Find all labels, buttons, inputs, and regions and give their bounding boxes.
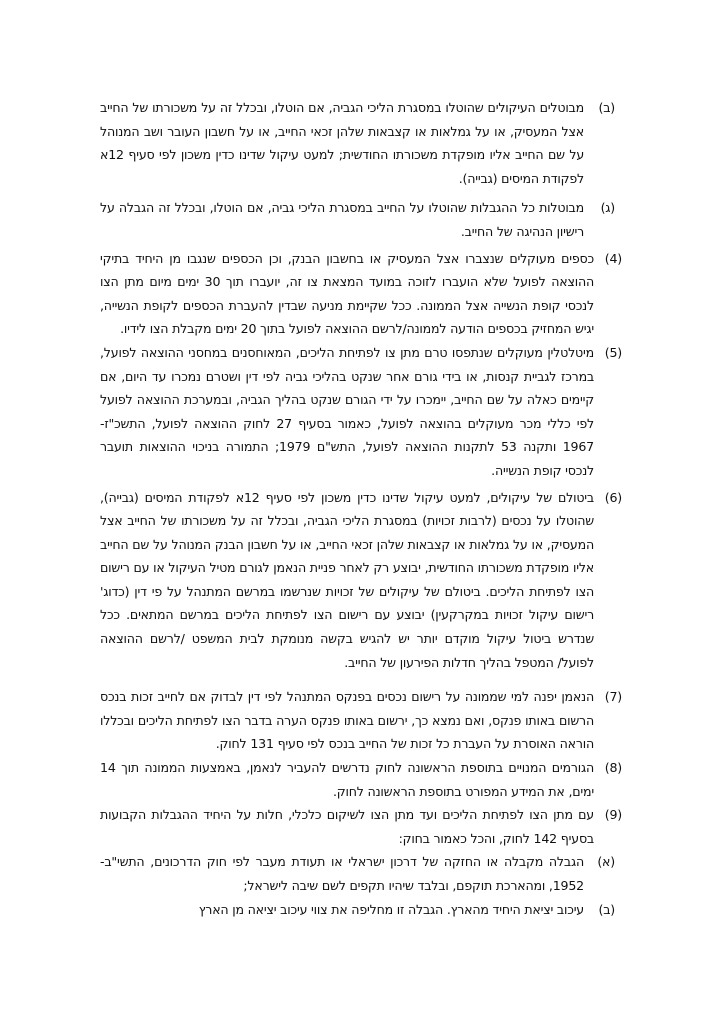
clause-text: ביטולם של עיקולים, למעט עיקול שדינו כדין משכון לפי סעיף 12א לפקודת המיסים (גבייה), שהוטלו על נכסים (לרבות זכויות) במסגרת הליכי הגביה, ובכלל זה על משכורתו של החייב אצל המעסיק, או על גמלאות או קצבאות שלהן זכאי החייב, או על חשבון הבנק המנוהל על שם החייב אליו מופקדת משכורתו החודשית, יבוצע רק לאחר פניית הנאמן לגורם מטיל העיקול או עם רישום הצו לפתיחת הליכים. ביטולם של עיקולים של זכויות שנרשמו במרשם המתנהל על פי דין (כדוג' רישום עיקול זכויות במקרקעין) יבוצע עם רישום הצו לפתיחת הליכים במרשם המתאים. ככל שנדרש ביטול עיקול מוקדם יותר יש להגיש בקשה מנומקת לבית המשפט /לרשם ההוצאה לפועל/ המטפל בהליך חדלות הפירעון של החייב.: [100, 489, 594, 670]
sub-clause-9a: [100, 850, 622, 897]
clause-label: (ג): [600, 200, 615, 216]
clause-text: מבוטלות כל ההגבלות שהוטלו על החייב במסגרת הליכי גביה, אם הוטלו, ובכלל זה הגבלה על רישיון הנהיגה של החייב.: [100, 200, 584, 239]
clause-text: כספים מעוקלים שנצברו אצל המעסיק או בחשבון הבנק, וכן הכספים שנגבו מן היחיד בתיקי ההוצאה לפועל שלא הועברו לזוכה במועד המצאת צו זה, יועברו תוך 30 ימים מיום מתן הצו לנכסי קופת הנשייה אצל הממונה. ככל שקיימת מניעה שבדין להעברת הכספים לקופת הנשייה, יגיש המחזיק בכספים הודעה לממונה/לרשם ההוצאה לפועל בתוך 20 ימים מקבלת הצו לידיו.: [100, 250, 594, 337]
clause-label: (4): [604, 250, 622, 266]
clause-text: עיכוב יציאת היחיד מהארץ. הגבלה זו מחליפה את צווי עיכוב יציאה מן הארץ: [198, 901, 584, 917]
clause-label: (ב): [598, 901, 615, 917]
clause-label: (7): [604, 689, 622, 705]
clause-label: (ב): [598, 100, 615, 115]
clause-8: [100, 756, 622, 803]
clause-9: [100, 803, 622, 850]
clause-label: (6): [604, 489, 622, 505]
document-page: [100, 96, 622, 921]
clause-text: עם מתן הצו לפתיחת הליכים ועד מתן הצו לשיקום כלכלי, חלות על היחיד ההגבלות הקבועות בסעיף 142 לחוק, והכל כאמור בחוק:: [100, 807, 594, 846]
sub-clause-g: [100, 196, 622, 243]
clause-6: [100, 486, 622, 675]
sub-clause-b: [100, 96, 622, 190]
clause-label: (8): [604, 760, 622, 776]
clause-text: הגבלה מקבלה או החזקה של דרכון ישראלי או תעודת מעבר לפי חוק הדרכונים, התשי"ב- 1952, ומהארכת תוקפם, ובלבד שיהיו תקפים לשם שיבה לישראל;: [100, 854, 584, 893]
clause-label: (א): [597, 854, 615, 870]
clause-text: הנאמן יפנה למי שממונה על רישום נכסים בפנקס המתנהל לפי דין לבדוק אם לחייב זכות בנכס הרשום באותו פנקס, ואם נמצא כך, ירשום באותו פנקס הערה בדבר הצו לפתיחת הליכים ובכללו הוראה האוסרת על העברת כל זכות של החייב בנכס לפי סעיף 131 לחוק.: [100, 689, 594, 752]
clause-label: (5): [604, 344, 622, 360]
clause-4: [100, 247, 622, 341]
clause-text: מיטלטלין מעוקלים שנתפסו טרם מתן צו לפתיחת הליכים, המאוחסנים במחסני ההוצאה לפועל, במרכז לגביית קנסות, או בידי גורם אחר שנקט בהליכי גביה לפי דין ושטרם נמכרו עד היום, אם קיימים כאלה על שם החייב, יימכרו על ידי הגורם שנקט בהליך הגביה, ובמערכת ההוצאה לפועל לפי כללי מכר מעוקלים בהוצאה לפועל, כאמור בסעיף 27 לחוק ההוצאה לפועל, התשכ"ז- 1967 ותקנה 53 לתקנות ההוצאה לפועל, התש"ם 1979; התמורה בניכוי ההוצאות תועבר לנכסי קופת הנשייה.: [100, 344, 594, 478]
clause-7: [100, 685, 622, 756]
clause-5: [100, 341, 622, 483]
clause-text: הגורמים המנויים בתוספת הראשונה לחוק נדרשים להעביר לנאמן, באמצעות הממונה תוך 14 ימים, את המידע המפורט בתוספת הראשונה לחוק.: [100, 760, 594, 799]
clause-text: מבוטלים העיקולים שהוטלו במסגרת הליכי הגביה, אם הוטלו, ובכלל זה על משכורתו של החייב אצל המעסיק, או על גמלאות או קצבאות שלהן זכאי החייב, או על חשבון העובר ושב המנוהל על שם החייב אליו מופקדת משכורתו החודשית; למעט עיקול שדינו כדין משכון לפי סעיף 12א לפקודת המיסים (גבייה).: [100, 100, 584, 186]
sub-clause-9b: [100, 898, 622, 922]
clause-label: (9): [604, 807, 622, 823]
